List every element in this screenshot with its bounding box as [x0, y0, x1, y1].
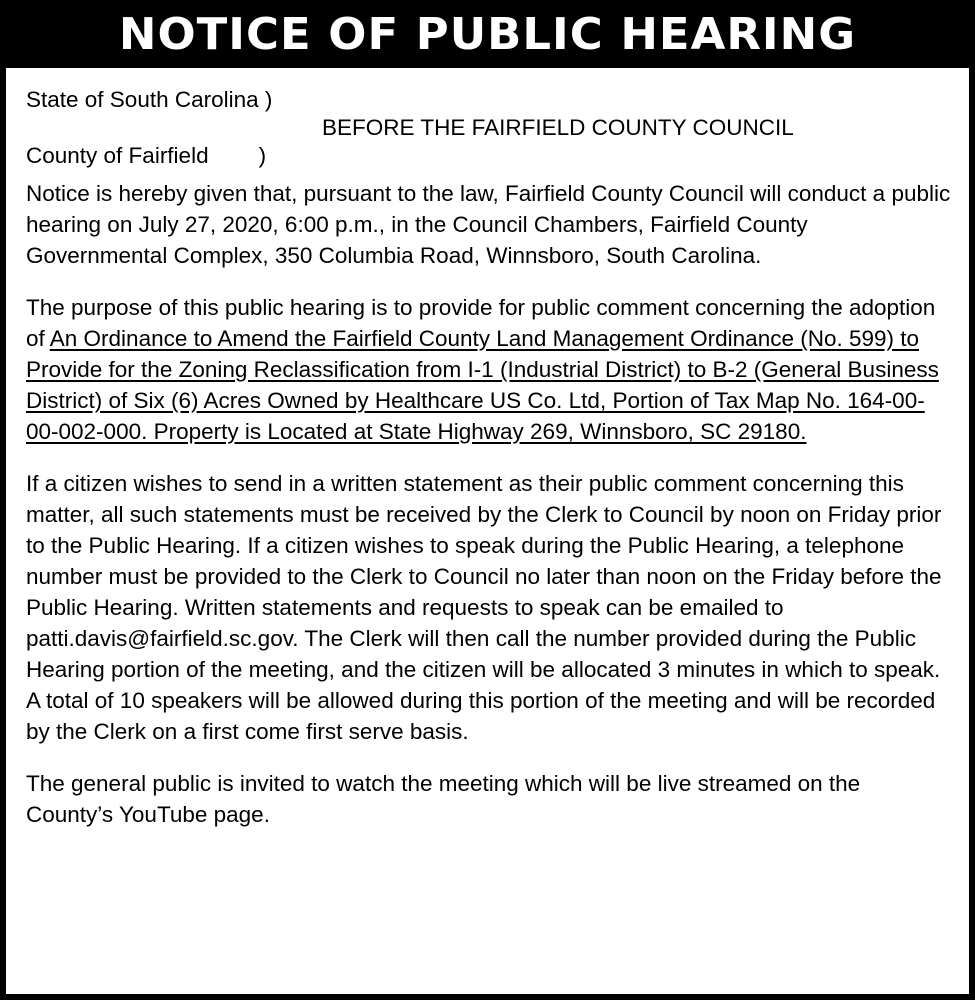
- purpose-lead-text: The purpose of this public hearing is to provide for public comment concerning the adoption of: [26, 295, 936, 351]
- caption-county: County of Fairfield ): [26, 143, 267, 168]
- notice-banner: [6, 6, 969, 68]
- caption-block: [26, 82, 951, 178]
- caption-state: State of South Carolina ): [26, 87, 273, 112]
- paragraph-purpose: [26, 292, 951, 447]
- page-title: NOTICE OF PUBLIC HEARING: [118, 9, 857, 60]
- paragraph-notice: Notice is hereby given that, pursuant to the law, Fairfield County Council will conduct a public hearing on July 27, 2020, 6:00 p.m., in the Council Chambers, Fairfield County Governmental Complex, 350 Columbia Road, Winnsboro, South Carolina.: [26, 181, 951, 268]
- paragraph-livestream: The general public is invited to watch the meeting which will be live streamed on the County’s YouTube page.: [26, 771, 861, 827]
- caption-before-council: BEFORE THE FAIRFIELD COUNTY COUNCIL: [322, 115, 794, 140]
- paragraph-comments: If a citizen wishes to send in a written statement as their public comment concerning this matter, all such statements must be received by the Clerk to Council by noon on Friday prior to the Public Hearing. If a citizen wishes to speak during the Public Hearing, a telephone number must be provided to the Clerk to Council no later than noon on the Friday before the Public Hearing. Written statements and requests to speak can be emailed to patti.davis@fairfield.sc.gov. The Clerk will then call the number provided during the Public Hearing portion of the meeting, and the citizen will be allocated 3 minutes in which to speak. A total of 10 speakers will be allowed during this portion of the meeting and will be recorded by the Clerk on a first come first serve basis.: [26, 471, 942, 744]
- notice-body: [6, 68, 969, 830]
- ordinance-title-text: An Ordinance to Amend the Fairfield County Land Management Ordinance (No. 599) to Provide for the Zoning Reclassification from I-1 (Industrial District) to B-2 (General Business District) of Six (6) Acres Owned by Healthcare US Co. Ltd, Portion of Tax Map No. 164-00-00-002-000. Property is Located at State Highway 269, Winnsboro, SC 29180.: [26, 326, 939, 444]
